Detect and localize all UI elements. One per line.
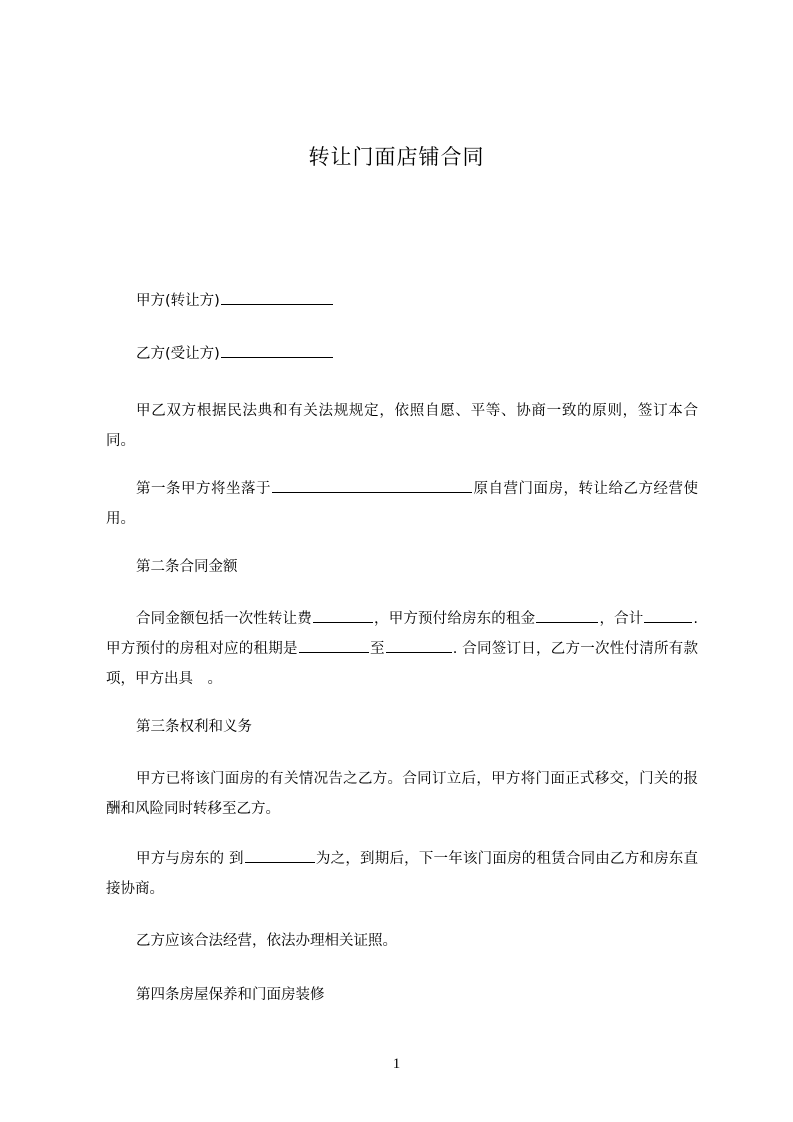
article-3-paragraph-2 [106,844,698,904]
lease-term-blank [245,848,315,863]
party-b-label: 乙方(受让方) [136,346,220,362]
article-1-suffix: 原自营门面房，转让给乙方经营使用。 [106,481,698,527]
total-blank [644,608,692,623]
article-3-heading: 第三条权利和义务 [136,719,252,735]
article-3-p2-text-a: 甲方与房东的 到 [136,851,244,867]
article-3-paragraph-3: 乙方应该合法经营，依法办理相关证照。 [136,933,397,949]
transfer-fee-blank [313,608,373,623]
article-2-text-f: . 合同签订日，乙方一次性付清所有款项，甲方出具 。 [106,641,699,687]
party-a-blank [221,290,333,305]
rent-blank [536,608,598,623]
article-2-paragraph [106,604,698,694]
article-2-text-c: ，合计 [599,611,644,627]
lease-start-blank [299,638,369,653]
party-b-line [106,339,698,369]
party-a-label: 甲方(转让方) [136,293,220,309]
page-title: 转让门面店铺合同 [308,145,485,169]
article-2-text-d: . 甲方预付的房租对应的租期是 [106,611,699,657]
article-2-text-a: 合同金额包括一次性转让费 [136,611,312,627]
page-number: 1 [392,1056,401,1072]
article-2-text-b: ，甲方预付给房东的租金 [373,611,536,627]
lease-end-blank [386,638,452,653]
intro-paragraph: 甲乙双方根据民法典和有关法规规定，依照自愿、平等、协商一致的原则，签订本合同。 [106,403,698,449]
article-1-location-blank [272,478,472,493]
article-4-heading: 第四条房屋保养和门面房装修 [136,987,325,1003]
party-b-blank [221,343,333,358]
article-3-paragraph-1: 甲方已将该门面房的有关情况告之乙方。合同订立后，甲方将门面正式移交，门关的报酬和风险同时转移至乙方。 [106,771,698,817]
article-1-prefix: 第一条甲方将坐落于 [136,481,271,497]
article-3-p2-text-b: 为之，到期后，下一年该门面房的租赁合同由乙方和房东直接协商。 [106,851,699,897]
party-a-line [106,286,698,316]
article-1-paragraph [106,474,698,534]
article-2-text-e: 至 [369,641,385,657]
article-2-heading: 第二条合同金额 [136,559,238,575]
